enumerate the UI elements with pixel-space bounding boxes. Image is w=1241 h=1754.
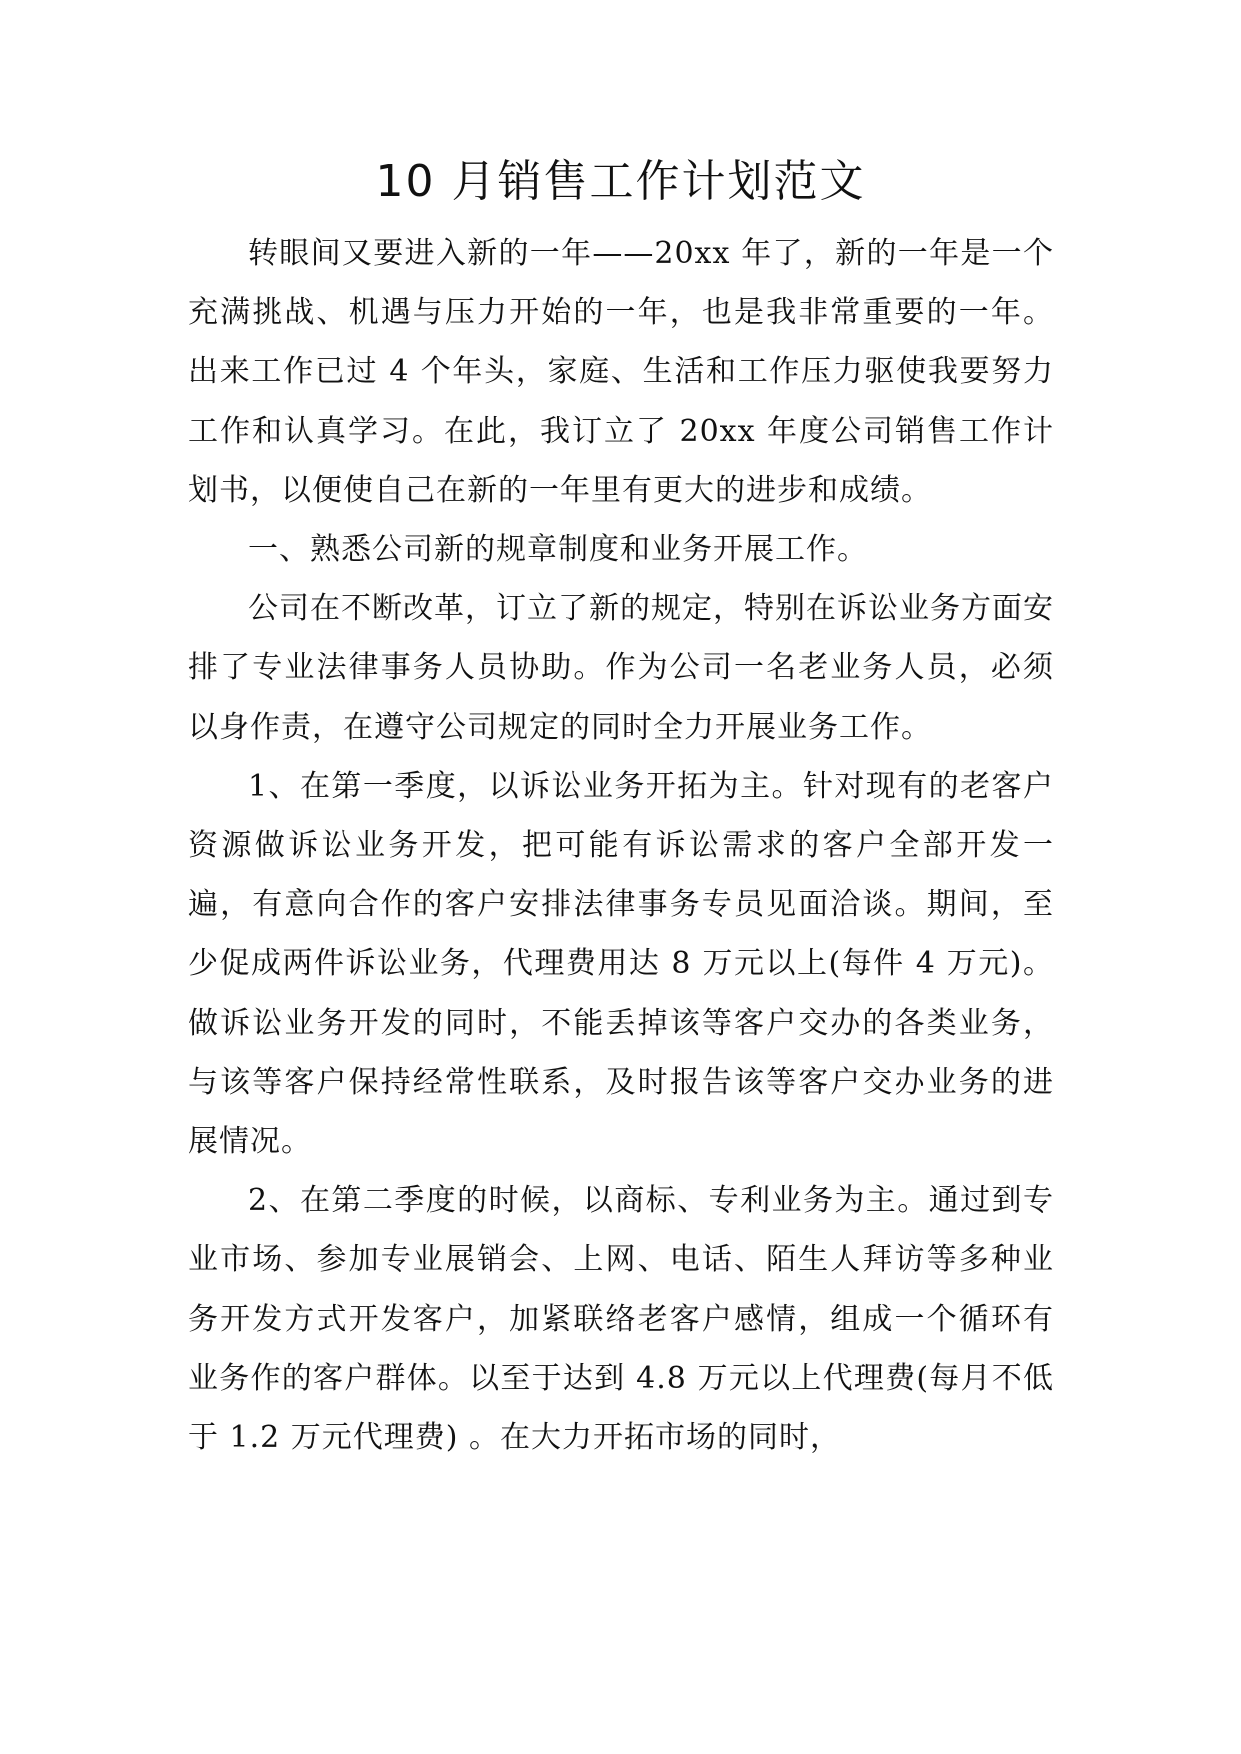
document-body: [188, 224, 1054, 1467]
paragraph-intro: 转眼间又要进入新的一年——20xx 年了，新的一年是一个充满挑战、机遇与压力开始的一年，也是我非常重要的一年。出来工作已过 4 个年头，家庭、生活和工作压力驱使我要努力工作和认真学习。在此，我订立了 20xx 年度公司销售工作计划书，以便使自己在新的一年里有更大的进步和成绩。: [188, 236, 1054, 508]
document-title: 10 月销售工作计划范文: [375, 156, 866, 207]
paragraph-item-1: 1、在第一季度，以诉讼业务开拓为主。针对现有的老客户资源做诉讼业务开发，把可能有诉讼需求的客户全部开发一遍，有意向合作的客户安排法律事务专员见面洽谈。期间，至少促成两件诉讼业务，代理费用达 8 万元以上(每件 4 万元)。做诉讼业务开发的同时，不能丢掉该等客户交办的各类业务，与该等客户保持经常性联系，及时报告该等客户交办业务的进展情况。: [188, 768, 1054, 1160]
section-heading-1: 一、熟悉公司新的规章制度和业务开展工作。: [248, 532, 868, 568]
paragraph-section-1: 公司在不断改革，订立了新的规定，特别在诉讼业务方面安排了专业法律事务人员协助。作为公司一名老业务人员，必须以身作责，在遵守公司规定的同时全力开展业务工作。: [188, 591, 1054, 745]
paragraph-item-2: 2、在第二季度的时候，以商标、专利业务为主。通过到专业市场、参加专业展销会、上网、电话、陌生人拜访等多种业务开发方式开发客户，加紧联络老客户感情，组成一个循环有业务作的客户群体。以至于达到 4.8 万元以上代理费(每月不低于 1.2 万元代理费) 。在大力开拓市场的同时，: [188, 1183, 1054, 1456]
